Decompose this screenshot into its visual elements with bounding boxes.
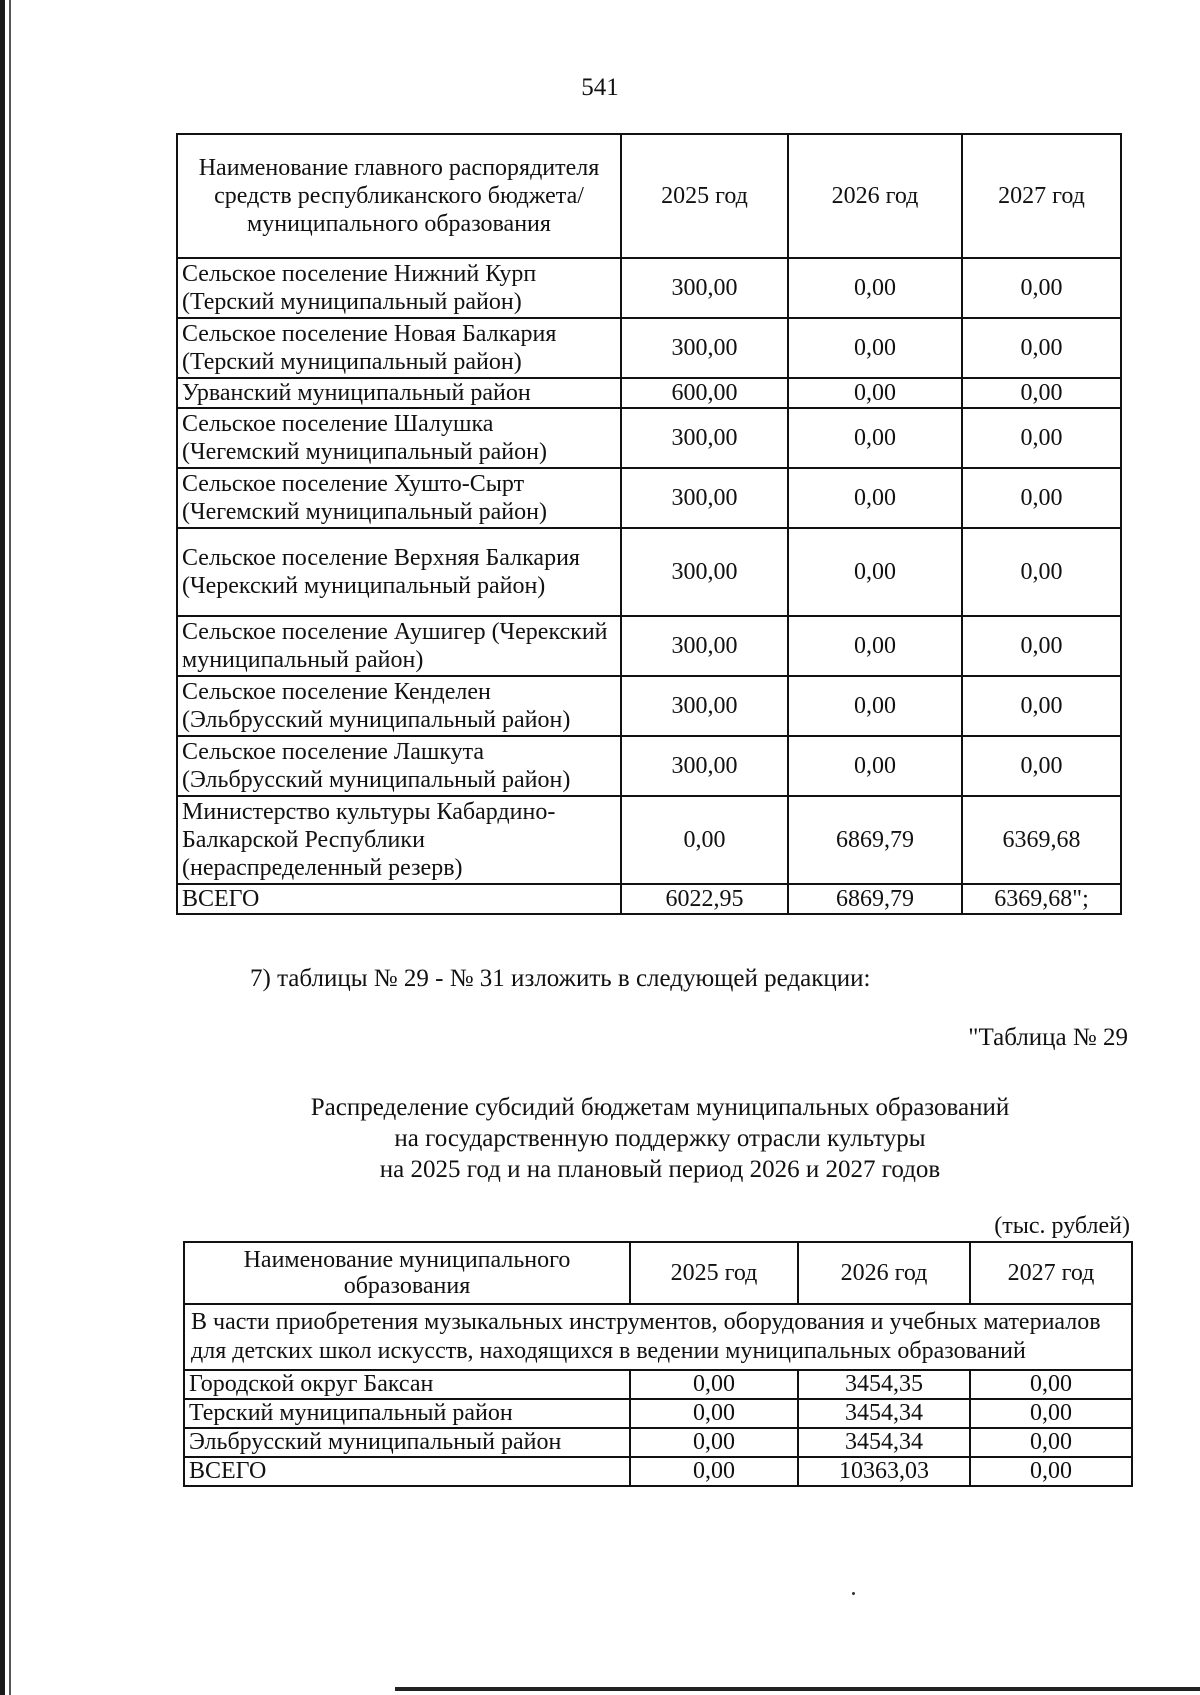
title-line: на 2025 год и на плановый период 2026 и 2027 годов — [379, 1156, 941, 1183]
table-row — [177, 318, 1121, 378]
scan-edge-inner — [9, 0, 11, 1695]
scan-edge — [0, 0, 5, 1695]
row-2025: 300,00 — [621, 258, 788, 318]
table-row — [184, 1428, 1132, 1457]
header-2027: 2027 год — [962, 134, 1121, 258]
table-row — [177, 676, 1121, 736]
title-line: на государственную поддержку отрасли культуры — [394, 1125, 926, 1152]
row-2026: 0,00 — [788, 318, 962, 378]
row-2027: 0,00 — [962, 408, 1121, 468]
row-2025: 300,00 — [621, 616, 788, 676]
table-row — [184, 1399, 1132, 1428]
total-2025: 6022,95 — [621, 884, 788, 914]
row-name: Городской округ Баксан — [184, 1370, 630, 1399]
total-2026: 10363,03 — [798, 1457, 970, 1486]
row-2027: 0,00 — [970, 1370, 1132, 1399]
table-row — [177, 408, 1121, 468]
row-2026: 0,00 — [788, 528, 962, 616]
total-2027: 6369,68"; — [962, 884, 1121, 914]
row-2026: 3454,34 — [798, 1428, 970, 1457]
row-2025: 0,00 — [621, 796, 788, 884]
row-2025: 300,00 — [621, 318, 788, 378]
total-2027: 0,00 — [970, 1457, 1132, 1486]
header-name: Наименование муниципального образования — [184, 1242, 630, 1304]
row-2027: 0,00 — [962, 468, 1121, 528]
row-2026: 0,00 — [788, 468, 962, 528]
table-row — [177, 616, 1121, 676]
row-name: Сельское поселение Нижний Курп (Терский муниципальный район) — [177, 258, 621, 318]
row-2027: 0,00 — [962, 318, 1121, 378]
title-line: Распределение субсидий бюджетам муниципальных образований — [310, 1094, 1010, 1121]
row-2027: 6369,68 — [962, 796, 1121, 884]
header-name: Наименование главного распорядителя средств республиканского бюджета/ муниципального образования — [177, 134, 621, 258]
row-name: Урванский муниципальный район — [177, 378, 621, 408]
section-heading: В части приобретения музыкальных инструментов, оборудования и учебных материалов для детских школ искусств, находящихся в ведении муниципальных образований — [184, 1304, 1132, 1370]
table-row — [177, 736, 1121, 796]
header-2026: 2026 год — [788, 134, 962, 258]
total-2026: 6869,79 — [788, 884, 962, 914]
header-2026: 2026 год — [798, 1242, 970, 1304]
table-row — [177, 528, 1121, 616]
row-name: Сельское поселение Кенделен (Эльбрусский муниципальный район) — [177, 676, 621, 736]
section-row — [184, 1304, 1132, 1370]
row-name: Сельское поселение Верхняя Балкария (Черекский муниципальный район) — [177, 528, 621, 616]
total-row — [177, 884, 1121, 914]
table-title — [190, 1092, 1130, 1185]
total-row — [184, 1457, 1132, 1486]
row-2025: 300,00 — [621, 468, 788, 528]
row-2027: 0,00 — [962, 616, 1121, 676]
row-2026: 0,00 — [788, 408, 962, 468]
row-2027: 0,00 — [970, 1399, 1132, 1428]
row-2026: 6869,79 — [788, 796, 962, 884]
table-row — [177, 258, 1121, 318]
row-name: Сельское поселение Аушигер (Черекский муниципальный район) — [177, 616, 621, 676]
row-2027: 0,00 — [962, 258, 1121, 318]
scan-speck — [852, 1592, 855, 1595]
budget-table-1 — [176, 133, 1122, 915]
row-name: Министерство культуры Кабардино-Балкарской Республики (нераспределенный резерв) — [177, 796, 621, 884]
table-row — [177, 378, 1121, 408]
row-2026: 0,00 — [788, 736, 962, 796]
row-2027: 0,00 — [970, 1428, 1132, 1457]
row-name: Сельское поселение Хушто-Сырт (Чегемский муниципальный район) — [177, 468, 621, 528]
table-header-row — [184, 1242, 1132, 1304]
row-2026: 3454,35 — [798, 1370, 970, 1399]
row-2025: 0,00 — [630, 1428, 798, 1457]
row-name: Эльбрусский муниципальный район — [184, 1428, 630, 1457]
row-2027: 0,00 — [962, 378, 1121, 408]
row-name: Сельское поселение Шалушка (Чегемский муниципальный район) — [177, 408, 621, 468]
row-2026: 3454,34 — [798, 1399, 970, 1428]
page-number: 541 — [581, 74, 619, 101]
row-2027: 0,00 — [962, 528, 1121, 616]
total-name: ВСЕГО — [184, 1457, 630, 1486]
total-name: ВСЕГО — [177, 884, 621, 914]
row-2025: 0,00 — [630, 1399, 798, 1428]
table-header-row — [177, 134, 1121, 258]
table-row — [177, 796, 1121, 884]
row-name: Терский муниципальный район — [184, 1399, 630, 1428]
header-2027: 2027 год — [970, 1242, 1132, 1304]
row-name: Сельское поселение Лашкута (Эльбрусский муниципальный район) — [177, 736, 621, 796]
row-2026: 0,00 — [788, 676, 962, 736]
header-2025: 2025 год — [630, 1242, 798, 1304]
table-row — [184, 1370, 1132, 1399]
row-2025: 300,00 — [621, 736, 788, 796]
instruction-text: 7) таблицы № 29 - № 31 изложить в следующей редакции: — [250, 965, 871, 992]
table-row — [177, 468, 1121, 528]
row-2025: 300,00 — [621, 676, 788, 736]
units-label: (тыс. рублей) — [994, 1213, 1130, 1239]
row-name: Сельское поселение Новая Балкария (Терский муниципальный район) — [177, 318, 621, 378]
row-2026: 0,00 — [788, 378, 962, 408]
row-2027: 0,00 — [962, 676, 1121, 736]
table-label: "Таблица № 29 — [968, 1024, 1128, 1051]
bottom-rule — [395, 1687, 1200, 1691]
row-2025: 0,00 — [630, 1370, 798, 1399]
row-2025: 600,00 — [621, 378, 788, 408]
row-2025: 300,00 — [621, 528, 788, 616]
row-2025: 300,00 — [621, 408, 788, 468]
row-2027: 0,00 — [962, 736, 1121, 796]
total-2025: 0,00 — [630, 1457, 798, 1486]
row-2026: 0,00 — [788, 616, 962, 676]
subsidy-table-29 — [183, 1241, 1133, 1487]
row-2026: 0,00 — [788, 258, 962, 318]
header-2025: 2025 год — [621, 134, 788, 258]
